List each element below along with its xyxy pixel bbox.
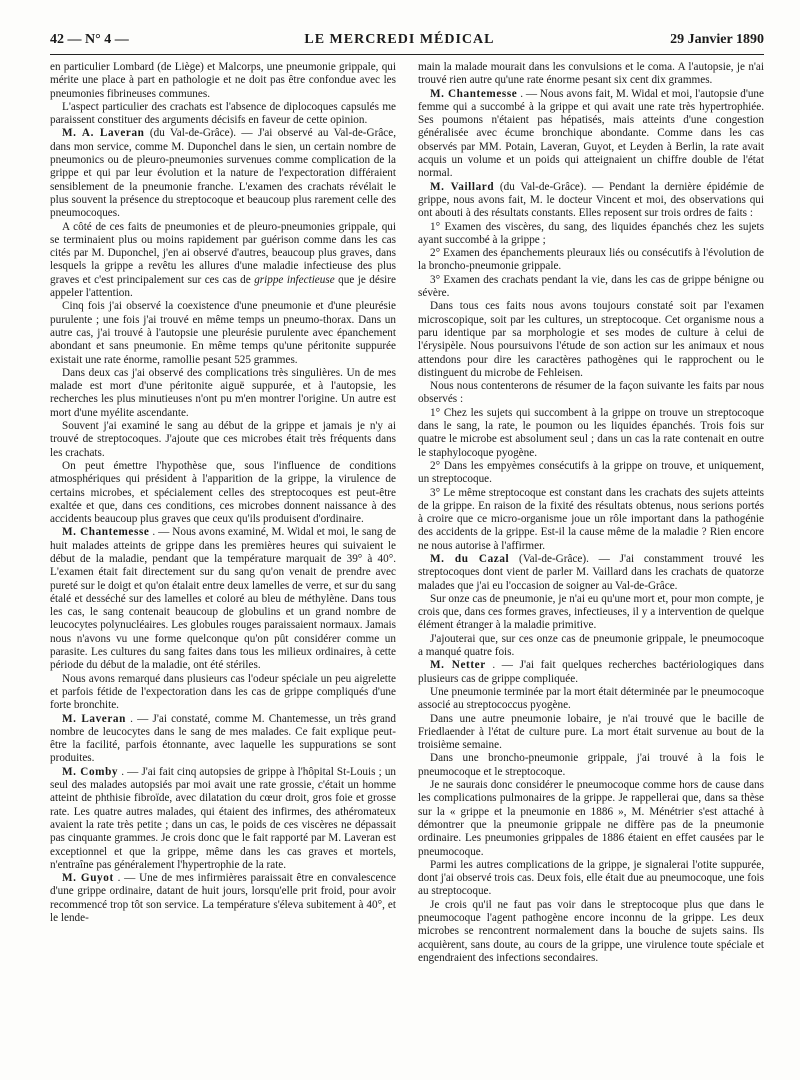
paragraph bbox=[418, 247, 764, 274]
paragraph-text: Je ne saurais donc considérer le pneumocoque comme hors de cause dans les complications pulmonaires de la grippe. Je rappellerai que, dans sa thèse sur la « grippe et la pneumonie en 1886 », M. Ménétrier s'est attaché à démontrer que la pneumonie grippale ne diffère pas de la pneumonie ordinaire. Les pneumonies grippales de 1886 étaient en effet causées par le pneumocoque. bbox=[418, 779, 764, 858]
page-header bbox=[50, 32, 764, 55]
paragraph bbox=[50, 367, 396, 420]
paragraph-text: . — Nous avons examiné, M. Widal et moi, le sang de huit malades atteints de grippe dans les premières heures qui suivaient le début de la maladie, pendant que la température marquait de 39° à 40°. L'examen était fait directement sur du sang qu'on venait de prendre avec pureté sur le doigt et qu'on étalait entre deux lamelles de verre, et sur du sang étalé et desséché sur des lamelles et coloré au bleu de méthylène. Dans tous les cas, le sang contenait beaucoup de globulins et un grand nombre de leucocytes polynucléaires. Les globules rouges paraissaient normaux. Jamais nous n'avons vu une forme quelconque qu'on pût considérer comme un parasite. Les cultures du sang faites dans tous les milieux ordinaires, à cette période du début de la maladie, ont été stériles. bbox=[50, 526, 397, 672]
speaker-name: M. Guyot bbox=[62, 872, 114, 885]
paragraph bbox=[418, 487, 764, 553]
paragraph bbox=[50, 61, 396, 101]
paragraph-text: Une pneumonie terminée par la mort était déterminée par le pneumocoque associé au streptococcus pyogène. bbox=[418, 685, 764, 712]
paragraph-text: 1° Examen des viscères, du sang, des liquides épanchés chez les sujets ayant succombé à la grippe ; bbox=[418, 220, 764, 246]
paragraph-text: On peut émettre l'hypothèse que, sous l'influence de conditions atmosphériques qui président à l'apparition de la grippe, la virulence de certains microbes, et spécialement celles des streptocoques est peut-être exaltée et que, dans ces conditions, ces microbes donnent naissance à des accidents beaucoup plus graves que ceux qu'ils produisent d'ordinaire. bbox=[50, 459, 396, 526]
journal-title: LE MERCREDI MÉDICAL bbox=[304, 32, 495, 47]
paragraph bbox=[50, 300, 396, 366]
paragraph-text: (Val-de-Grâce). — J'ai constamment trouvé les streptocoques dont vient de parler M. Vaillard dans les crachats de quatorze malades que j'ai eu l'occasion de soigner au Val-de-Grâce. bbox=[418, 552, 764, 592]
paragraph bbox=[50, 460, 396, 526]
paragraph-text: (du Val-de-Grâce). — J'ai observé au Val-de-Grâce, dans mon service, comme M. Duponchel dans le sien, un certain nombre de pneumonics ou de pleuro-pneumonies survenues comme complication de la grippe et qui par leur évolution et la nature de l'expectoration différaient sensiblement de la pneumonie franche. L'examen des crachats révélait le plus souvent la présence du streptocoque et beaucoup plus rarement celle des pneumocoques. bbox=[50, 127, 397, 220]
paragraph bbox=[50, 766, 396, 872]
paragraph bbox=[418, 779, 764, 859]
speaker-name: M. Vaillard bbox=[430, 180, 495, 193]
paragraph-text: Nous nous contenterons de résumer de la façon suivante les faits par nous observés : bbox=[418, 380, 764, 406]
paragraph bbox=[418, 633, 764, 660]
italic-term: grippe infectieuse bbox=[254, 273, 335, 286]
speaker-name: M. Chantemesse bbox=[62, 526, 150, 539]
paragraph bbox=[418, 380, 764, 407]
paragraph-text: main la malade mourait dans les convulsions et le coma. A l'autopsie, je n'ai trouvé rien autre qu'une rate énorme pesant six cent dix grammes. bbox=[418, 61, 764, 87]
paragraph bbox=[418, 659, 764, 686]
speaker-name: M. Chantemesse bbox=[430, 87, 518, 100]
paragraph-text: 3° Examen des crachats pendant la vie, dans les cas de grippe bénigne ou sévère. bbox=[418, 273, 764, 300]
article-body bbox=[50, 61, 764, 1071]
paragraph bbox=[50, 101, 396, 128]
paragraph-text: Nous avons remarqué dans plusieurs cas l'odeur spéciale un peu aigrelette et parfois fétide de l'expectoration dans les cas de grippe compliqués d'une forte bronchite. bbox=[50, 672, 396, 712]
paragraph-text: . — J'ai fait quelques recherches bactériologiques dans plusieurs cas de grippe compliquée. bbox=[418, 659, 764, 685]
paragraph-text: 3° Le même streptocoque est constant dans les crachats des sujets atteints de la grippe. En raison de la fixité des résultats obtenus, nous serions portés à croire que ce micro-organisme joue un rôle important dans la pathogénie des accidents de la grippe. Est-il la cause même de la maladie ? Rien encore ne nous autorise à l'affirmer. bbox=[418, 486, 764, 552]
paragraph bbox=[418, 593, 764, 633]
paragraph-text: que je désire appeler l'attention. bbox=[50, 273, 396, 300]
issue-date: 29 Janvier 1890 bbox=[670, 32, 764, 47]
right-column bbox=[418, 61, 764, 1071]
paragraph bbox=[418, 752, 764, 779]
paragraph-text: . — Une de mes infirmières paraissait être en convalescence d'une grippe ordinaire, datant de huit jours, lorsqu'elle prit froid, pour avoir recommencé trop tôt son service. La température s'éleva subitement à 40°, et le lende- bbox=[50, 872, 396, 924]
paragraph-text: . — Nous avons fait, M. Widal et moi, l'autopsie d'une femme qui a succombé à la grippe et qui avait une rate très hypertrophiée. Ses poumons n'étaient pas hépatisés, mais atteints d'une congestion généralisée avec écume bronchique abondante. Comme dans les cas observés par MM. Potain, Laveran, Guyot, et Leyden à Berlin, la rate avait acquis un volume et un poids qui atteignaient un chiffre double de l'état normal. bbox=[418, 87, 764, 180]
speaker-name: M. Laveran bbox=[62, 712, 126, 725]
paragraph bbox=[50, 221, 396, 301]
paragraph bbox=[418, 61, 764, 88]
paragraph-text: Dans une broncho-pneumonie grippale, j'ai trouvé à la fois le pneumocoque et le streptocoque. bbox=[418, 752, 764, 778]
paragraph-text: (du Val-de-Grâce). — Pendant la dernière épidémie de grippe, nous avons fait, M. le docteur Vincent et moi, des observations qui ont abouti à des résultats constants. Elles reposent sur trois ordres de faits : bbox=[418, 180, 764, 220]
paragraph-text: Dans deux cas j'ai observé des complications très singulières. Un de mes malade est mort d'une péritonite aiguë suppurée, et à l'autopsie, les recherches les plus minutieuses n'ont pu m'en montrer l'origine. Un autre est mort d'une myélite ascendante. bbox=[50, 366, 396, 419]
paragraph bbox=[418, 686, 764, 713]
paragraph-text: Cinq fois j'ai observé la coexistence d'une pneumonie et d'une pleurésie purulente ; une fois j'ai trouvé en même temps un pneumo-thorax. Dans un autre cas, j'ai trouvé à l'autopsie une pleurésie purulente avec épanchement abondant et sans pneumonie. En même temps qu'une péritonite suppurée existait une rate énorme, ramollie pesant 525 grammes. bbox=[50, 300, 396, 366]
paragraph bbox=[418, 713, 764, 753]
paragraph bbox=[50, 127, 396, 220]
paragraph-text: 1° Chez les sujets qui succombent à la grippe on trouve un streptocoque dans le sang, la rate, le poumon ou les liquides épanchés. Trois fois sur quatre le microbe est absolument seul ; dans un cas la rate contenait en outre le staphylocoque pyogène. bbox=[418, 406, 764, 459]
paragraph-text: 2° Examen des épanchements pleuraux liés ou consécutifs à l'évolution de la broncho-pneumonie grippale. bbox=[418, 247, 764, 273]
paragraph-text: en particulier Lombard (de Liège) et Malcorps, une pneumonie grippale, qui mérite une place à part en pathologie et ne doit pas être confondue avec les pneumonies fibrineuses communes. bbox=[50, 61, 396, 100]
paragraph-text: . — J'ai constaté, comme M. Chantemesse, un très grand nombre de leucocytes dans le sang de mes malades. Ce fait explique peut-être la facilité, parfois étonnante, avec laquelle les suppurations se sont produites. bbox=[50, 712, 396, 765]
paragraph-text: Dans une autre pneumonie lobaire, je n'ai trouvé que le bacille de Friedlaender à l'état de culture pure. La mort était survenue au bout de la troisième semaine. bbox=[418, 712, 764, 752]
speaker-name: M. Comby bbox=[62, 765, 119, 778]
paragraph-text: Je crois qu'il ne faut pas voir dans le streptocoque plus que dans le pneumocoque l'agent pathogène encore inconnu de la grippe. Les deux microbes se rencontrent normalement dans la bouche de sujets sains. Ils acquièrent, sans doute, au cours de la grippe, une virulence toute spéciale et engendraient des infections secondaires. bbox=[418, 898, 764, 964]
speaker-name: M. du Cazal bbox=[430, 552, 510, 565]
paragraph-text: . — J'ai fait cinq autopsies de grippe à l'hôpital St-Louis ; un seul des malades autopsiés par moi avait une rate grossie, c'était un homme atteint de phthisie fibroïde, avec dilatation du cœur droit, gros foie et grosse rate. Les quatre autres malades, qui étaient des infirmes, des athéromateux avaient la rate très petite ; dans un cas, le poids de ces viscères ne dépassait pas cinquante grammes. Je crois donc que le fait rapporté par M. Laveran est exceptionnel et que la grippe, même dans les cas graves et mortels, n'entraîne pas généralement l'hypertrophie de la rate. bbox=[50, 765, 397, 871]
paragraph-text: Parmi les autres complications de la grippe, je signalerai l'otite suppurée, dont j'ai observé trois cas. Deux fois, elle était due au pneumocoque, une fois au streptocoque. bbox=[418, 858, 764, 898]
paragraph bbox=[418, 274, 764, 301]
paragraph-text: Souvent j'ai examiné le sang au début de la grippe et jamais je n'y ai trouvé de streptocoques. J'ajoute que ces microbes était très fréquents dans les crachats. bbox=[50, 420, 396, 459]
paragraph bbox=[418, 553, 764, 593]
paragraph-text: Dans tous ces faits nous avons toujours constaté soit par l'examen microscopique, soit par les cultures, un streptocoque. Cet organisme nous a paru identique par sa morphologie et ses modes de culture à celui de l'érysipèle. Nous poursuivons l'étude de son action sur les animaux et nous attendons pour dire les caractères pathogènes qui le rapprochent ou le distinguent du microbe de Fehleisen. bbox=[418, 300, 764, 379]
paragraph bbox=[418, 899, 764, 965]
paragraph bbox=[50, 420, 396, 460]
left-column bbox=[50, 61, 396, 1071]
paragraph-text: L'aspect particulier des crachats est l'absence de diplocoques capsulés me paraissent constituer des arguments décisifs en faveur de cette opinion. bbox=[50, 100, 396, 127]
paragraph bbox=[50, 872, 396, 925]
page-number: 42 — N° 4 — bbox=[50, 32, 129, 47]
paragraph bbox=[50, 526, 396, 672]
paragraph bbox=[418, 407, 764, 460]
speaker-name: M. Netter bbox=[430, 659, 486, 672]
paragraph bbox=[418, 300, 764, 380]
paragraph bbox=[418, 181, 764, 221]
speaker-name: M. A. Laveran bbox=[62, 127, 145, 140]
paragraph bbox=[50, 713, 396, 766]
paragraph bbox=[418, 859, 764, 899]
paragraph-text: A côté de ces faits de pneumonies et de pleuro-pneumonies grippale, qui se terminaient plus ou moins rapidement par guérison comme dans les cas cités par M. Duponchel, j'en ai observé d'autres, beaucoup plus graves, dans lesquels la grippe a revêtu les allures d'une maladie infectieuse des plus graves et c'est principalement sur ces cas de bbox=[50, 220, 396, 286]
paragraph bbox=[50, 673, 396, 713]
paragraph bbox=[418, 221, 764, 248]
paragraph-text: J'ajouterai que, sur ces onze cas de pneumonie grippale, le pneumocoque a manqué quatre fois. bbox=[418, 632, 764, 659]
paragraph-text: Sur onze cas de pneumonie, je n'ai eu qu'une mort et, pour mon compte, je crois que, dans ces formes graves, infectieuses, il y a intervention de quelque élément étranger à la maladie primitive. bbox=[418, 592, 764, 632]
paragraph-text: 2° Dans les empyèmes consécutifs à la grippe on trouve, et uniquement, un streptocoque. bbox=[418, 459, 764, 486]
paragraph bbox=[418, 88, 764, 181]
paragraph bbox=[418, 460, 764, 487]
